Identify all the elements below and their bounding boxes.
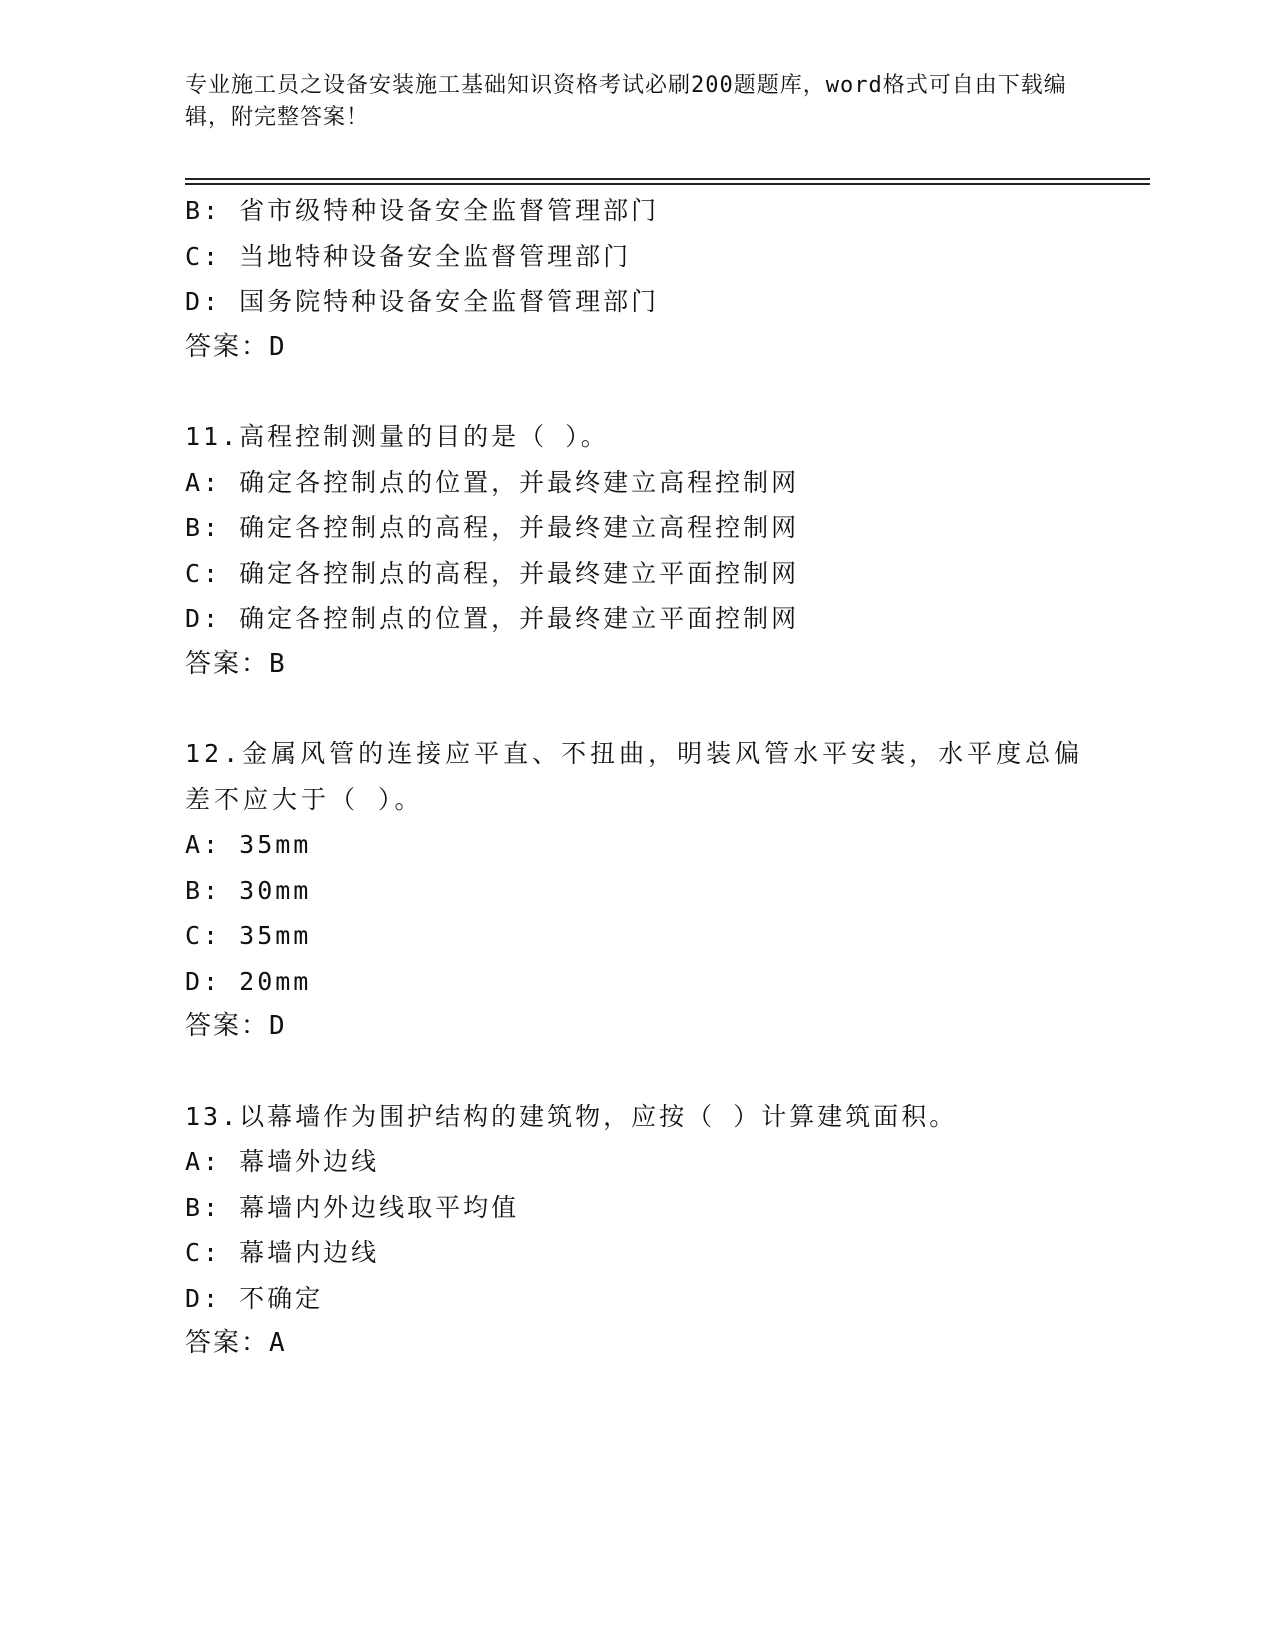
answer-line: 答案：B [185,648,287,679]
option-a: A: 幕墙外边线 [185,1147,380,1176]
spacer [185,687,1085,731]
option-a: A: 确定各控制点的位置，并最终建立高程控制网 [185,467,800,497]
answer-line: 答案：D [185,331,287,362]
question-stem: 12.金属风管的连接应平直、不扭曲，明装风管水平安装，水平度总偏差不应大于（ ）。 [185,739,1084,814]
document-header: 专业施工员之设备安装施工基础知识资格考试必刷200题题库，word格式可自由下载编辑，附完整答案！ [185,73,1067,130]
question-stem: 11.高程控制测量的目的是（ ）。 [185,422,609,451]
option-a: A: 35mm [185,830,312,859]
spacer [185,1050,1085,1094]
option-b: B: 30mm [185,875,312,905]
option-c: C: 幕墙内边线 [185,1238,380,1267]
header-divider-top [185,178,1150,180]
option-c: C: 35mm [185,921,312,950]
answer-line: 答案：A [185,1328,287,1358]
question-stem: 13.以幕墙作为围护结构的建筑物，应按（ ）计算建筑面积。 [185,1101,958,1131]
question-12 [185,731,1085,1050]
questions-content [185,188,1085,1367]
option-d: D: 20mm [185,966,312,996]
question-11 [185,414,1085,687]
option-d: D: 确定各控制点的位置，并最终建立平面控制网 [185,604,800,633]
question-13 [185,1094,1085,1367]
header-divider-bottom [185,183,1150,185]
answer-line: 答案：D [185,1011,287,1041]
option-b: B: 确定各控制点的高程，并最终建立高程控制网 [185,513,800,542]
option-d: D: 国务院特种设备安全监督管理部门 [185,287,660,316]
question-continued [185,188,1085,370]
option-c: C: 当地特种设备安全监督管理部门 [185,241,632,271]
option-c: C: 确定各控制点的高程，并最终建立平面控制网 [185,558,800,588]
option-d: D: 不确定 [185,1283,324,1313]
spacer [185,370,1085,414]
option-b: B: 省市级特种设备安全监督管理部门 [185,196,660,225]
option-b: B: 幕墙内外边线取平均值 [185,1192,520,1222]
